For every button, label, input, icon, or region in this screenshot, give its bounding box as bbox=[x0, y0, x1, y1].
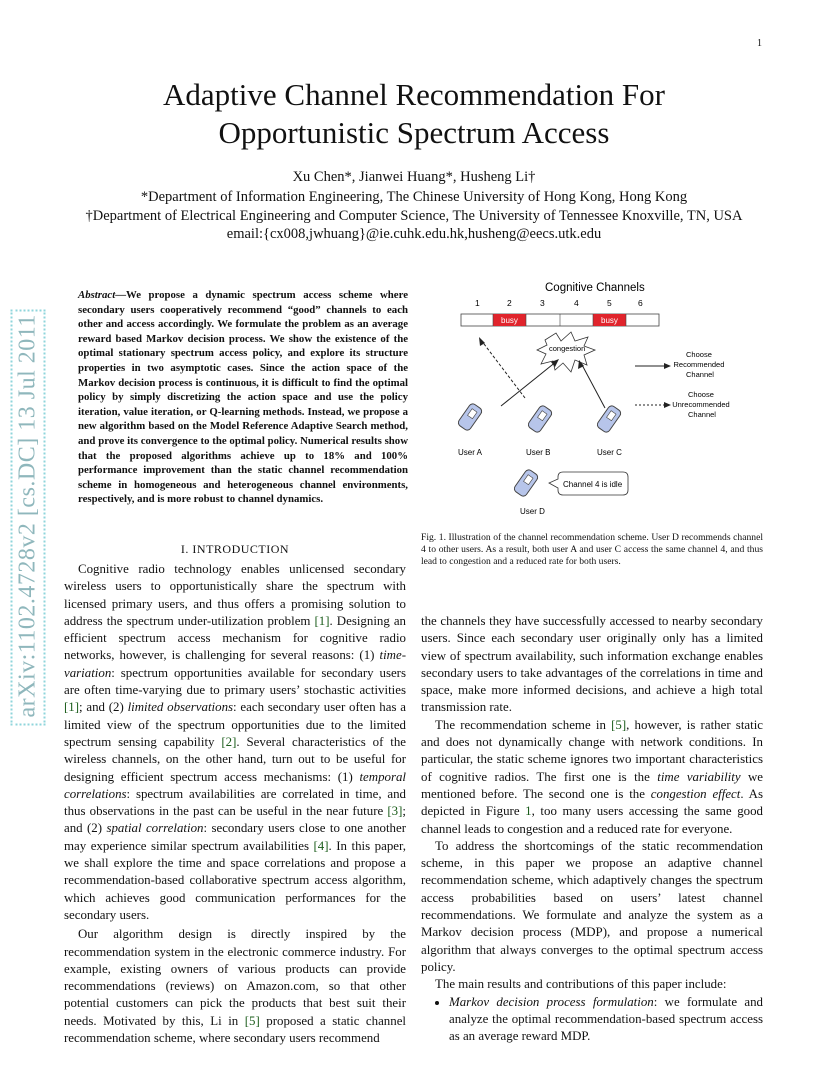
title-line-1: Adaptive Channel Recommendation For bbox=[163, 77, 665, 112]
legend-unrecommended: Choose Unrecommended Channel bbox=[672, 390, 730, 419]
channel-number: 1 bbox=[475, 298, 480, 308]
user-label: User A bbox=[458, 448, 483, 457]
phone-icon-user-b bbox=[527, 404, 553, 433]
abstract-text: —We propose a dynamic spectrum access scheme where secondary users cooperatively recommend “good” channels to each other and access accordingly. We formulate the problem as an average reward based Markov decision process. We show the existence of the optimal stationary spectrum access policy, and explore its structure properties in two asymptotic cases. Since the action space of the Markov decision process is continuous, it is difficult to find the optimal policy by simply discretizing the action space and use the policy iteration, value iteration, or Q-learning methods. Instead, we propose a new algorithm based on the Model Reference Adaptive Search method, and prove its convergence to the optimal policy. Numerical results show that the proposed algorithms achieve up to 18% and 100% performance improvement than the static channel recommendation scheme in homogeneous and heterogeneous channel environments, respectively, and is more robust to channel dynamics. bbox=[78, 289, 408, 506]
citation-link[interactable]: [1] bbox=[314, 613, 330, 628]
channel-numbers bbox=[475, 298, 643, 308]
user-label: User D bbox=[520, 507, 545, 516]
affiliation-1: *Department of Information Engineering, The Chinese University of Hong Kong, Hong Kong bbox=[140, 189, 688, 205]
contribution-list bbox=[421, 994, 763, 1046]
abstract-label: Abstract bbox=[78, 289, 116, 301]
figure-caption: Fig. 1. Illustration of the channel recommendation scheme. User D recommends channel 4 to other users. As a result, both user A and user C access the same channel 4, and thus lead to congestion and a reduced rate for both users. bbox=[421, 532, 763, 568]
phone-icon-user-c bbox=[596, 404, 622, 433]
arxiv-stamp: arXiv:1102.4728v2 [cs.DC] 13 Jul 2011 bbox=[11, 310, 46, 726]
title-line-2: Opportunistic Spectrum Access bbox=[218, 115, 610, 150]
right-column-body bbox=[421, 613, 763, 1045]
right-paragraph-3: The main results and contributions of this paper include: bbox=[435, 977, 727, 992]
page-number: 1 bbox=[757, 38, 762, 49]
left-column-body bbox=[64, 561, 406, 1047]
intro-paragraph-2: Our algorithm design is directly inspired by the recommendation system in the electronic commerce industry. For example, existing owners of various products can provide recommendations (reviews) on Amazon.com, so that other potential customers can pick the products that best suit their needs. Motivated by this, Li in [5] proposed a static channel recommendation scheme, where secondary users recommend bbox=[64, 927, 406, 1046]
figure-1 bbox=[445, 278, 765, 523]
channel-number: 4 bbox=[574, 298, 579, 308]
figure-title: Cognitive Channels bbox=[545, 282, 645, 294]
paper-title bbox=[0, 76, 828, 152]
citation-link[interactable]: [5] bbox=[611, 717, 627, 732]
citation-link[interactable]: [4] bbox=[313, 838, 329, 853]
citation-link[interactable]: [5] bbox=[244, 1013, 260, 1028]
figure-link[interactable]: 1 bbox=[525, 804, 532, 819]
section-heading: I. INTRODUCTION bbox=[180, 542, 290, 556]
phone-icon-user-a bbox=[457, 402, 483, 431]
citation-link[interactable]: [3] bbox=[387, 804, 403, 819]
right-paragraph-0: the channels they have successfully accessed to nearby secondary users. Since each secondary user originally only has a limited view of spectrum availability, such information exchange enables secondary users to take advantages of the correlations in time and space, make more informed decisions, and achieve a high total transmission rate. bbox=[421, 614, 763, 715]
right-paragraph-2: To address the shortcomings of the static recommendation scheme, in this paper we propose an adaptive channel recommendation scheme, which adaptively changes the spectrum access probabilities based on users’ latest channel recommendations. We formulate and analyze the system as a Markov decision process (MDP), and propose a numerical algorithm that always converges to the optimal spectrum access policy. bbox=[421, 838, 763, 974]
abstract bbox=[78, 288, 408, 507]
phone-icon-user-d bbox=[513, 468, 539, 497]
right-paragraph-1: The recommendation scheme in [5], however, is rather static and does not dynamically change with network conditions. In particular, the static scheme ignores two important characteristics of cognitive radios. The first one is the time variability we mentioned before. The second one is the congestion effect. As depicted in Figure 1, too many users accessing the same good channel leads to congestion and a reduced rate for everyone. bbox=[421, 717, 764, 836]
channel-number: 2 bbox=[507, 298, 512, 308]
user-label: User C bbox=[597, 448, 622, 457]
channel-number: 3 bbox=[540, 298, 545, 308]
bubble-text: Channel 4 is idle bbox=[563, 480, 623, 489]
citation-link[interactable]: [1] bbox=[64, 700, 80, 715]
channel-number: 6 bbox=[638, 298, 643, 308]
user-label: User B bbox=[526, 448, 551, 457]
affiliation-2: †Department of Electrical Engineering and Computer Science, The University of Tennessee Knoxville, TN, USA bbox=[85, 208, 743, 224]
citation-link[interactable]: [2] bbox=[221, 734, 237, 749]
busy-label: busy bbox=[501, 316, 518, 325]
channel-number: 5 bbox=[607, 298, 612, 308]
legend-recommended: Choose Recommended Channel bbox=[673, 350, 725, 379]
email: email:{cx008,jwhuang}@ie.cuhk.edu.hk,husheng@eecs.utk.edu bbox=[226, 226, 602, 242]
authors: Xu Chen*, Jianwei Huang*, Husheng Li† bbox=[292, 169, 536, 185]
busy-label: busy bbox=[601, 316, 618, 325]
intro-paragraph-1: Cognitive radio technology enables unlicensed secondary wireless users to opportunistically share the spectrum with licensed primary users, and thus offers a promising solution to address the spectrum under-utilization problem [1]. Designing an efficient spectrum access mechanism for cognitive radio networks, however, is challenging for several reasons: (1) time-variation: spectrum opportunities available for secondary users are often time-varying due to primary users’ stochastic activities [1]; and (2) limited observations: each secondary user often has a limited view of the spectrum opportunities due to the limited spectrum sensing capability [2]. Several characteristics of the wireless channels, on the other hand, turn out to be useful for designing efficient spectrum access mechanisms: (1) temporal correlations: spectrum availabilities are correlated in time, and thus observations in the past can be useful in the near future [3]; and (2) spatial correlation: secondary users close to one another may experience similar spectrum availabilities [4]. In this paper, we shall explore the time and space correlations and propose a recommendation-based collaborative spectrum access algorithm, which achieves good communication performances for the secondary users. bbox=[64, 562, 407, 922]
list-item: • Markov decision process formulation: we formulate and analyze the optimal recommendation-based spectrum access as an average reward MDP. bbox=[449, 994, 763, 1046]
congestion-label: congestion bbox=[549, 344, 586, 353]
